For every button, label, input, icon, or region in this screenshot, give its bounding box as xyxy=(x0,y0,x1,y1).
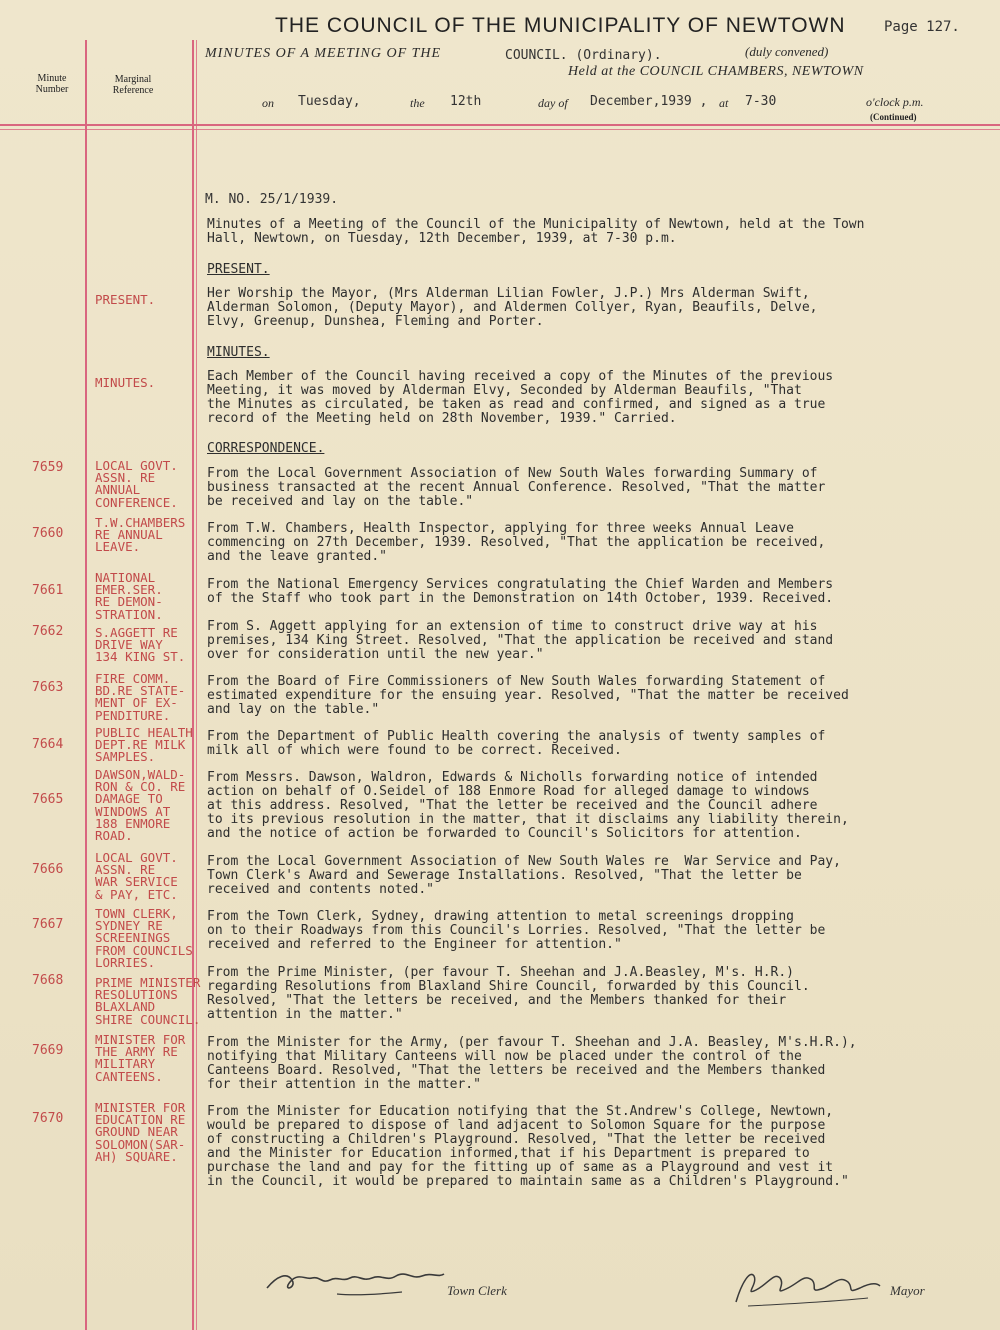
marginal-reference-7665: DAWSON,WALD- RON & CO. RE DAMAGE TO WINDOWS AT 188 ENMORE ROAD. xyxy=(95,767,186,844)
item-text-7666: From the Local Government Association of New South Wales re War Service and Pay, Town Clerk's Award and Sewerage Installations. Resolved, "That the letter be received and contents noted." xyxy=(207,854,841,897)
item-text-7662: From S. Aggett applying for an extension of time to construct drive way at his premises, 134 King Street. Resolved, "That the application be received and stand over for consideration until the new year." xyxy=(207,619,834,662)
minute-number-column-rule xyxy=(85,40,87,1330)
minute-number-7667: 7667 xyxy=(32,917,64,932)
minutes-marginal-reference: MINUTES. xyxy=(95,375,156,390)
minute-number-7669: 7669 xyxy=(32,1043,64,1058)
on-label: on xyxy=(262,96,274,110)
minute-number-7659: 7659 xyxy=(32,460,64,475)
item-text-7670: From the Minister for Education notifying that the St.Andrew's College, Newtown, would be prepared to dispose of land adjacent to Solomon Square for the purpose of constructing a Children's Playground. Resolved, "That the letter be received and the Minister for Education informed,that if his Department is prepared to purchase the land and pay for the fitting up of same as a Playground and vest it in the Council, it would be prepared to maintain same as a Children's Playground." xyxy=(207,1104,849,1189)
marginal-reference-7663: FIRE COMM. BD.RE STATE- MENT OF EX- PENDITURE. xyxy=(95,671,186,723)
minute-number-heading: Minute Number xyxy=(35,73,69,95)
item-text-7660: From T.W. Chambers, Health Inspector, applying for three weeks Annual Leave commencing on 27th December, 1939. Resolved, "That the application be received, and the leave granted." xyxy=(207,521,826,564)
minutes-of-meeting-label: MINUTES OF A MEETING OF THE xyxy=(205,46,442,61)
minute-number-7665: 7665 xyxy=(32,792,64,807)
marginal-reference-7662: S.AGGETT RE DRIVE WAY 134 KING ST. xyxy=(95,625,186,665)
minute-number-7662: 7662 xyxy=(32,624,64,639)
the-label: the xyxy=(410,96,425,110)
at-label: at xyxy=(719,96,729,110)
continued-label: (Continued) xyxy=(870,112,917,122)
meeting-month-year: December,1939 , xyxy=(590,94,708,109)
item-text-7669: From the Minister for the Army, (per favour T. Sheehan and J.A. Beasley, M's.H.R.), notifying that Military Canteens will now be placed under the control of the Canteens Board. Resolved, "That the letters be received and the Members thanked for their attention in the matter." xyxy=(207,1035,857,1092)
meeting-number: M. NO. 25/1/1939. xyxy=(205,192,339,207)
meeting-day: Tuesday, xyxy=(298,94,361,109)
town-clerk-label: Town Clerk xyxy=(447,1283,507,1298)
minute-number-7666: 7666 xyxy=(32,862,64,877)
present-heading: PRESENT. xyxy=(207,262,270,277)
mayor-label: Mayor xyxy=(890,1283,925,1298)
marginal-reference-7660: T.W.CHAMBERS RE ANNUAL LEAVE. xyxy=(95,515,186,555)
item-text-7661: From the National Emergency Services congratulating the Chief Warden and Members of the Staff who took part in the Demonstration on 14th October, 1939. Received. xyxy=(207,577,834,606)
oclock-label: o'clock p.m. xyxy=(866,95,924,109)
top-rule-second xyxy=(0,129,1000,130)
minute-number-7668: 7668 xyxy=(32,973,64,988)
marginal-reference-heading: Marginal Reference xyxy=(112,74,154,96)
top-rule xyxy=(0,124,1000,126)
item-text-7667: From the Town Clerk, Sydney, drawing attention to metal screenings dropping on to their Roadways from this Council's Lorries. Resolved, "That the letter be received and referred to the Engineer for attention." xyxy=(207,909,826,952)
marginal-reference-7659: LOCAL GOVT. ASSN. RE ANNUAL CONFERENCE. xyxy=(95,458,178,510)
minutes-paragraph: Each Member of the Council having received a copy of the Minutes of the previous Meeting, it was moved by Alderman Elvy, Seconded by Alderman Beaufils, "That the Minutes as circulated, be taken as read and confirmed, and signed as a true record of the Meeting held on 28th November, 1939." Carried. xyxy=(207,369,834,426)
held-at: Held at the COUNCIL CHAMBERS, NEWTOWN xyxy=(568,64,864,79)
council-title: THE COUNCIL OF THE MUNICIPALITY OF NEWTOWN xyxy=(275,14,846,37)
meeting-date-number: 12th xyxy=(450,94,482,109)
duly-convened: (duly convened) xyxy=(745,44,829,59)
page-number: Page 127. xyxy=(884,19,960,35)
marginal-reference-7661: NATIONAL EMER.SER. RE DEMON- STRATION. xyxy=(95,570,163,622)
meeting-time: 7-30 xyxy=(745,94,777,109)
marginal-reference-7667: TOWN CLERK, SYDNEY RE SCREENINGS FROM COUNCILS LORRIES. xyxy=(95,906,193,970)
minute-number-7664: 7664 xyxy=(32,737,64,752)
marginal-reference-7664: PUBLIC HEALTH DEPT.RE MILK SAMPLES. xyxy=(95,725,193,765)
present-marginal-reference: PRESENT. xyxy=(95,292,156,307)
item-text-7664: From the Department of Public Health covering the analysis of twenty samples of milk all of which were found to be correct. Received. xyxy=(207,729,826,758)
minutes-heading: MINUTES. xyxy=(207,345,270,360)
minute-number-7663: 7663 xyxy=(32,680,64,695)
day-of-label: day of xyxy=(538,96,568,110)
item-text-7663: From the Board of Fire Commissioners of New South Wales forwarding Statement of estimated expenditure for the ensuing year. Resolved, "That the matter be received and lay on the table." xyxy=(207,674,849,717)
marginal-reference-7669: MINISTER FOR THE ARMY RE MILITARY CANTEENS. xyxy=(95,1032,186,1084)
correspondence-heading: CORRESPONDENCE. xyxy=(207,441,325,456)
marginal-reference-7666: LOCAL GOVT. ASSN. RE WAR SERVICE & PAY, ETC. xyxy=(95,850,178,902)
minute-number-7670: 7670 xyxy=(32,1111,64,1126)
item-text-7665: From Messrs. Dawson, Waldron, Edwards & Nicholls forwarding notice of intended action on behalf of O.Seidel of 188 Enmore Road for alleged damage to windows at this address. Resolved, "That the letter be received and the Council adhere to its previous resolution in the matter, that it disclaims any liability therein, and the notice of action be forwarded to Council's Solicitors for attention. xyxy=(207,770,849,841)
mayor-signature xyxy=(728,1262,888,1312)
council-type: COUNCIL. (Ordinary). xyxy=(505,48,662,63)
minute-number-7661: 7661 xyxy=(32,583,64,598)
town-clerk-signature xyxy=(262,1258,452,1303)
marginal-reference-7670: MINISTER FOR EDUCATION RE GROUND NEAR SOLOMON(SAR- AH) SQUARE. xyxy=(95,1100,186,1164)
item-text-7668: From the Prime Minister, (per favour T. Sheehan and J.A.Beasley, M's. H.R.) regarding Resolutions from Blaxland Shire Council, forwarded by this Council. Resolved, "That the letters be received, and the Members thanked for their attention in the matter." xyxy=(207,965,810,1022)
marginal-reference-7668: PRIME MINISTER RESOLUTIONS BLAXLAND SHIRE COUNCIL. xyxy=(95,975,201,1027)
minute-number-7660: 7660 xyxy=(32,526,64,541)
present-paragraph: Her Worship the Mayor, (Mrs Alderman Lilian Fowler, J.P.) Mrs Alderman Swift, Alderman Solomon, (Deputy Mayor), and Aldermen Collyer, Ryan, Beaufils, Delve, Elvy, Greenup, Dunshea, Fleming and Porter. xyxy=(207,286,818,329)
intro-paragraph: Minutes of a Meeting of the Council of the Municipality of Newtown, held at the Town Hall, Newtown, on Tuesday, 12th December, 1939, at 7-30 p.m. xyxy=(207,217,865,246)
item-text-7659: From the Local Government Association of New South Wales forwarding Summary of business transacted at the recent Annual Conference. Resolved, "That the matter be received and lay on the table." xyxy=(207,466,826,509)
